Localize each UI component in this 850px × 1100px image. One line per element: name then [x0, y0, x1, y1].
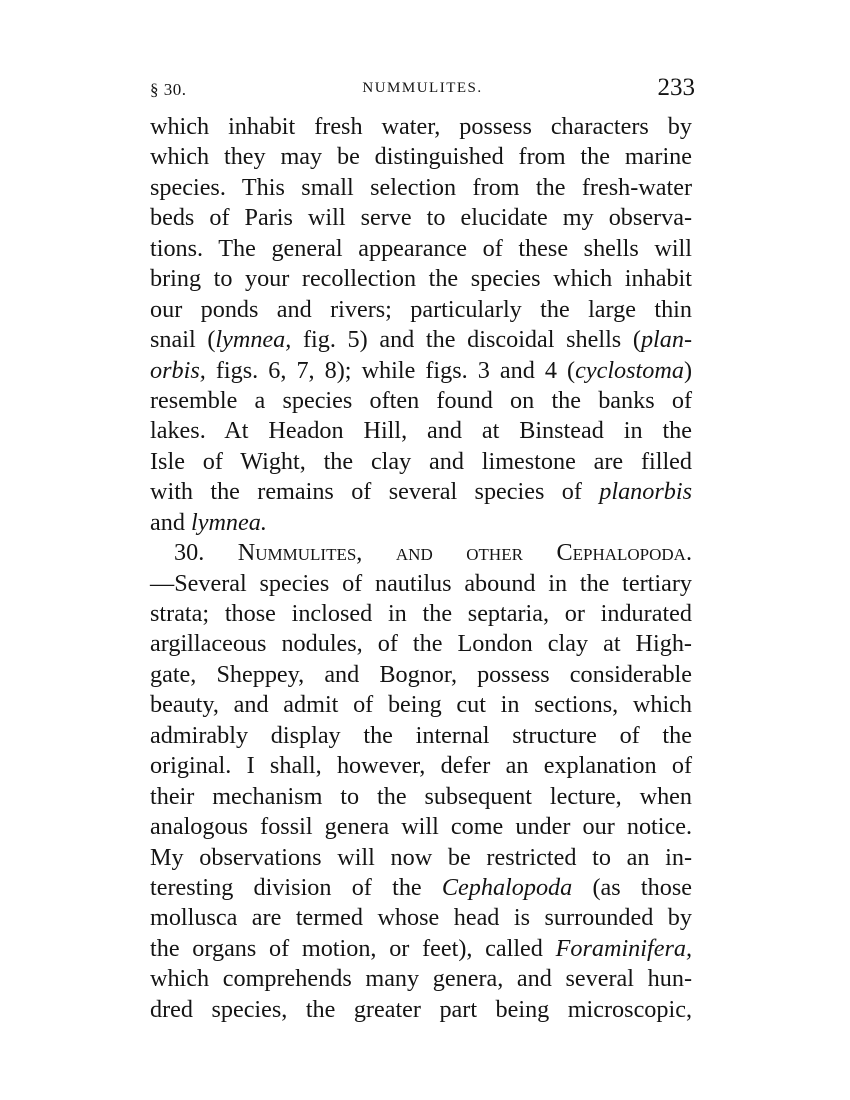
- text-line: lakes. At Headon Hill, and at Binstead in the: [150, 417, 692, 445]
- text-line: teresting division of the Cephalopoda (as those: [150, 873, 692, 901]
- text-line: snail (lymnea, fig. 5) and the discoidal shells (plan-: [150, 326, 692, 354]
- text-line: which they may be distinguished from the marine: [150, 143, 692, 171]
- italic-term: planorbis: [599, 478, 692, 506]
- body-text: [150, 112, 692, 1025]
- text-line: Isle of Wight, the clay and limestone are filled: [150, 447, 692, 475]
- text-line: dred species, the greater part being microscopic,: [150, 995, 692, 1023]
- text-line: tions. The general appearance of these shells will: [150, 234, 692, 262]
- text-line: with the remains of several species of planorbis: [150, 478, 692, 506]
- section-heading-line: 30. Nummulites, and other Cephalopoda.: [174, 539, 692, 567]
- text-line: and lymnea.: [150, 508, 267, 536]
- text-line: species. This small selection from the fresh-water: [150, 173, 692, 201]
- page-number: 233: [657, 74, 695, 101]
- text-line: argillaceous nodules, of the London clay at High-: [150, 630, 692, 658]
- text-line: which inhabit fresh water, possess characters by: [150, 113, 692, 140]
- text-line: the organs of motion, or feet), called Foraminifera,: [150, 934, 692, 962]
- text-line: admirably display the internal structure of the: [150, 721, 692, 749]
- text-line: resemble a species often found on the banks of: [150, 386, 692, 414]
- italic-term: lymnea.: [190, 508, 267, 536]
- text-line: orbis, figs. 6, 7, 8); while figs. 3 and 4 (cyclostoma): [150, 356, 692, 384]
- text-line: mollusca are termed whose head is surrounded by: [150, 904, 692, 932]
- section-number: § 30.: [150, 80, 187, 99]
- text-line: analogous fossil genera will come under our notice.: [150, 813, 692, 841]
- text-line: gate, Sheppey, and Bognor, possess considerable: [150, 660, 692, 688]
- text-line: beds of Paris will serve to elucidate my observa-: [150, 204, 692, 232]
- text-line: which comprehends many genera, and several hun-: [150, 965, 692, 993]
- text-line: My observations will now be restricted to an in-: [150, 843, 692, 871]
- text-line: beauty, and admit of being cut in sections, which: [150, 691, 692, 719]
- italic-term: Foraminifera,: [555, 934, 692, 962]
- italic-term: cyclostoma: [575, 356, 684, 384]
- italic-term: Cephalopoda: [441, 873, 573, 901]
- text-line: bring to your recollection the species which inhabit: [150, 265, 692, 293]
- running-header: [150, 74, 695, 106]
- text-line: our ponds and rivers; particularly the large thin: [150, 295, 692, 323]
- italic-term: orbis,: [150, 356, 206, 384]
- italic-term: lymnea,: [215, 326, 292, 354]
- text-line: their mechanism to the subsequent lecture, when: [150, 782, 692, 810]
- text-line: —Several species of nautilus abound in the tertiary: [150, 569, 692, 597]
- section-heading: Nummulites, and other Cephalopoda.: [237, 539, 692, 567]
- text-line: strata; those inclosed in the septaria, or indurated: [150, 600, 692, 627]
- running-title: NUMMULITES.: [362, 80, 483, 96]
- italic-term: plan-: [640, 326, 692, 354]
- text-line: original. I shall, however, defer an explanation of: [150, 752, 692, 780]
